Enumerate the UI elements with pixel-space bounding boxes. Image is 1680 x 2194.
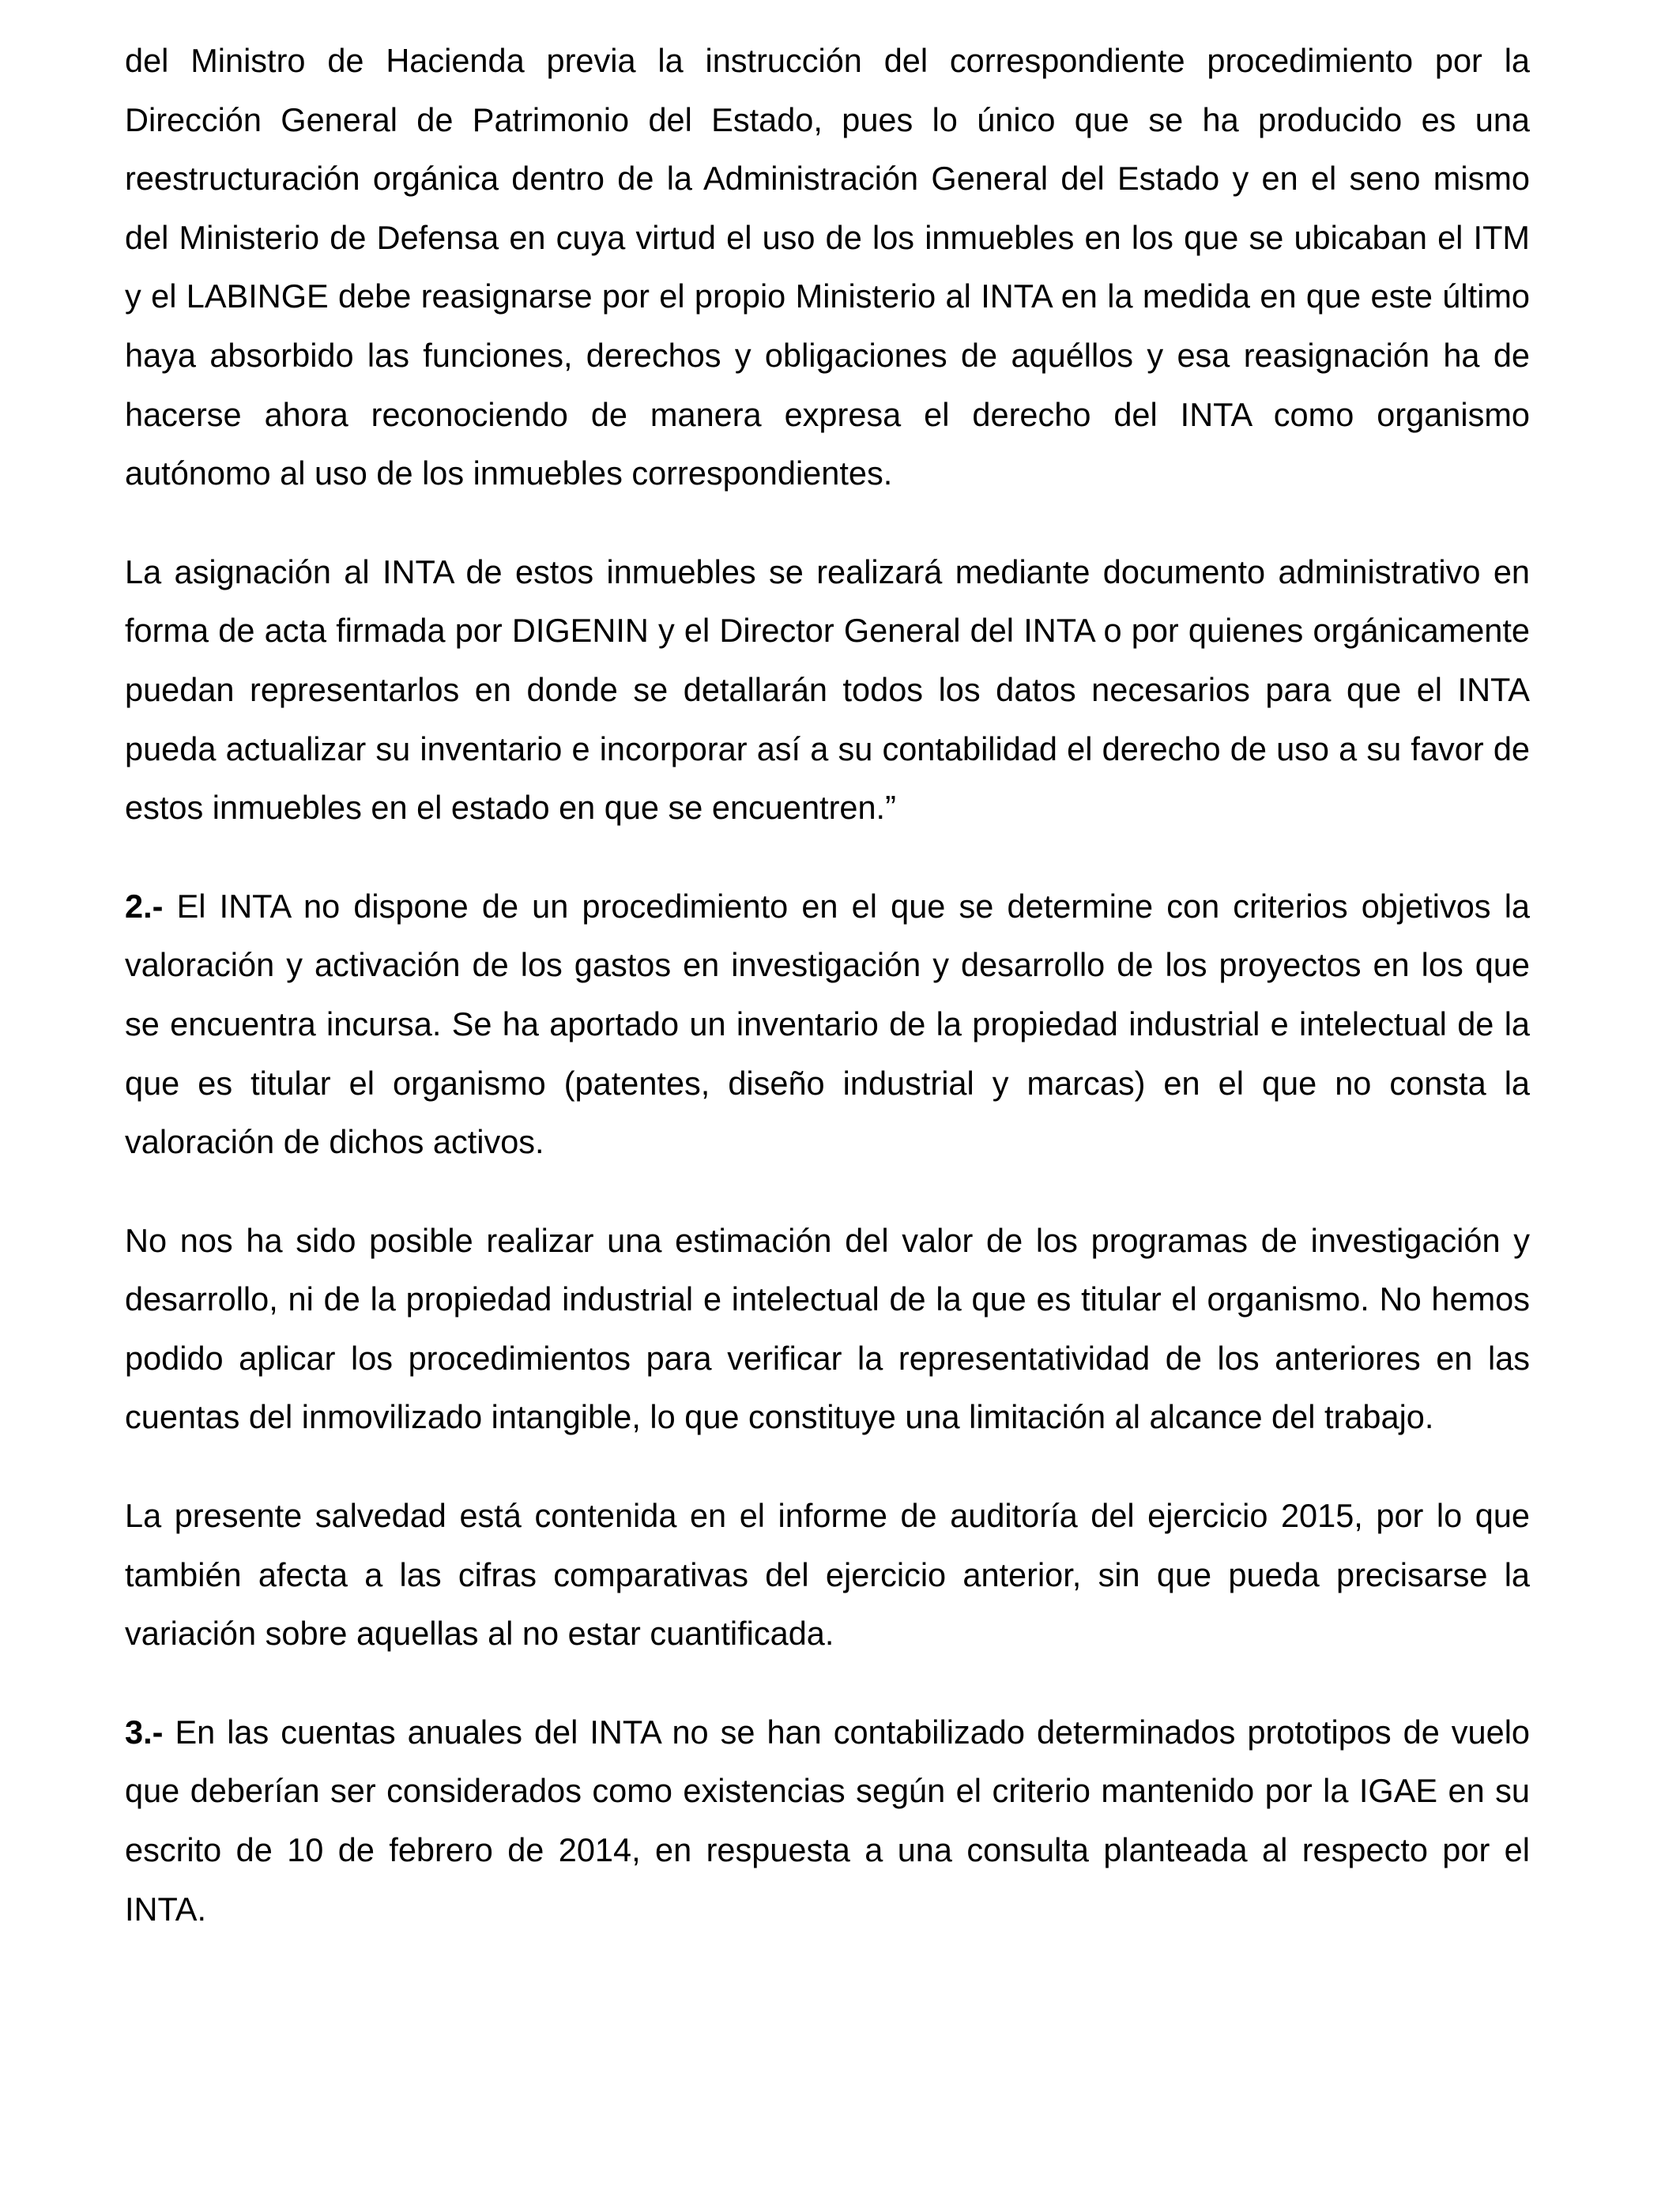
paragraph-text: del Ministro de Hacienda previa la instrucción del correspondiente procedimiento por la Dirección General de Patrimonio del Estado, pues lo único que se ha producido es una reestructuración orgánica dentro de la Administración General del Estado y en el seno mismo del Ministerio de Defensa en cuya virtud el uso de los inmuebles en los que se ubicaban el ITM y el LABINGE debe reasignarse por el propio Ministerio al INTA en la medida en que este último haya absorbido las funciones, derechos y obligaciones de aquéllos y esa reasignación ha de hacerse ahora reconociendo de manera expresa el derecho del INTA como organismo autónomo al uso de los inmuebles correspondientes. — [125, 42, 1530, 492]
paragraph-estimacion — [125, 1212, 1530, 1447]
paragraph-asignacion — [125, 543, 1530, 838]
paragraph-text: El INTA no dispone de un procedimiento en el que se determine con criterios objetivos la valoración y activación de los gastos en investigación y desarrollo de los proyectos en los que se encuentra incursa. Se ha aportado un inventario de la propiedad industrial e intelectual de la que es titular el organismo (patentes, diseño industrial y marcas) en el que no consta la valoración de dichos activos. — [125, 887, 1530, 1161]
paragraph-salvedad — [125, 1487, 1530, 1664]
paragraph-item-3 — [125, 1703, 1530, 1939]
document-page — [125, 32, 1530, 1978]
paragraph-text: La asignación al INTA de estos inmuebles se realizará mediante documento administrativo en forma de acta firmada por DIGENIN y el Director General del INTA o por quienes orgánicamente puedan representarlos en donde se detallarán todos los datos necesarios para que el INTA pueda actualizar su inventario e incorporar así a su contabilidad el derecho de uso a su favor de estos inmuebles en el estado en que se encuentren.” — [125, 552, 1530, 827]
item-number: 2.- — [125, 887, 164, 925]
paragraph-item-2 — [125, 877, 1530, 1172]
item-number: 3.- — [125, 1713, 164, 1751]
paragraph-text: La presente salvedad está contenida en el informe de auditoría del ejercicio 2015, por lo que también afecta a las cifras comparativas del ejercicio anterior, sin que pueda precisarse la variación sobre aquellas al no estar cuantificada. — [125, 1497, 1530, 1653]
paragraph-text: En las cuentas anuales del INTA no se han contabilizado determinados prototipos de vuelo que deberían ser considerados como existencias según el criterio mantenido por la IGAE en su escrito de 10 de febrero de 2014, en respuesta a una consulta planteada al respecto por el INTA. — [125, 1713, 1530, 1928]
paragraph-text: No nos ha sido posible realizar una estimación del valor de los programas de investigación y desarrollo, ni de la propiedad industrial e intelectual de la que es titular el organismo. No hemos podido aplicar los procedimientos para verificar la representatividad de los anteriores en las cuentas del inmovilizado intangible, lo que constituye una limitación al alcance del trabajo. — [125, 1221, 1530, 1436]
paragraph-continuation — [125, 32, 1530, 503]
